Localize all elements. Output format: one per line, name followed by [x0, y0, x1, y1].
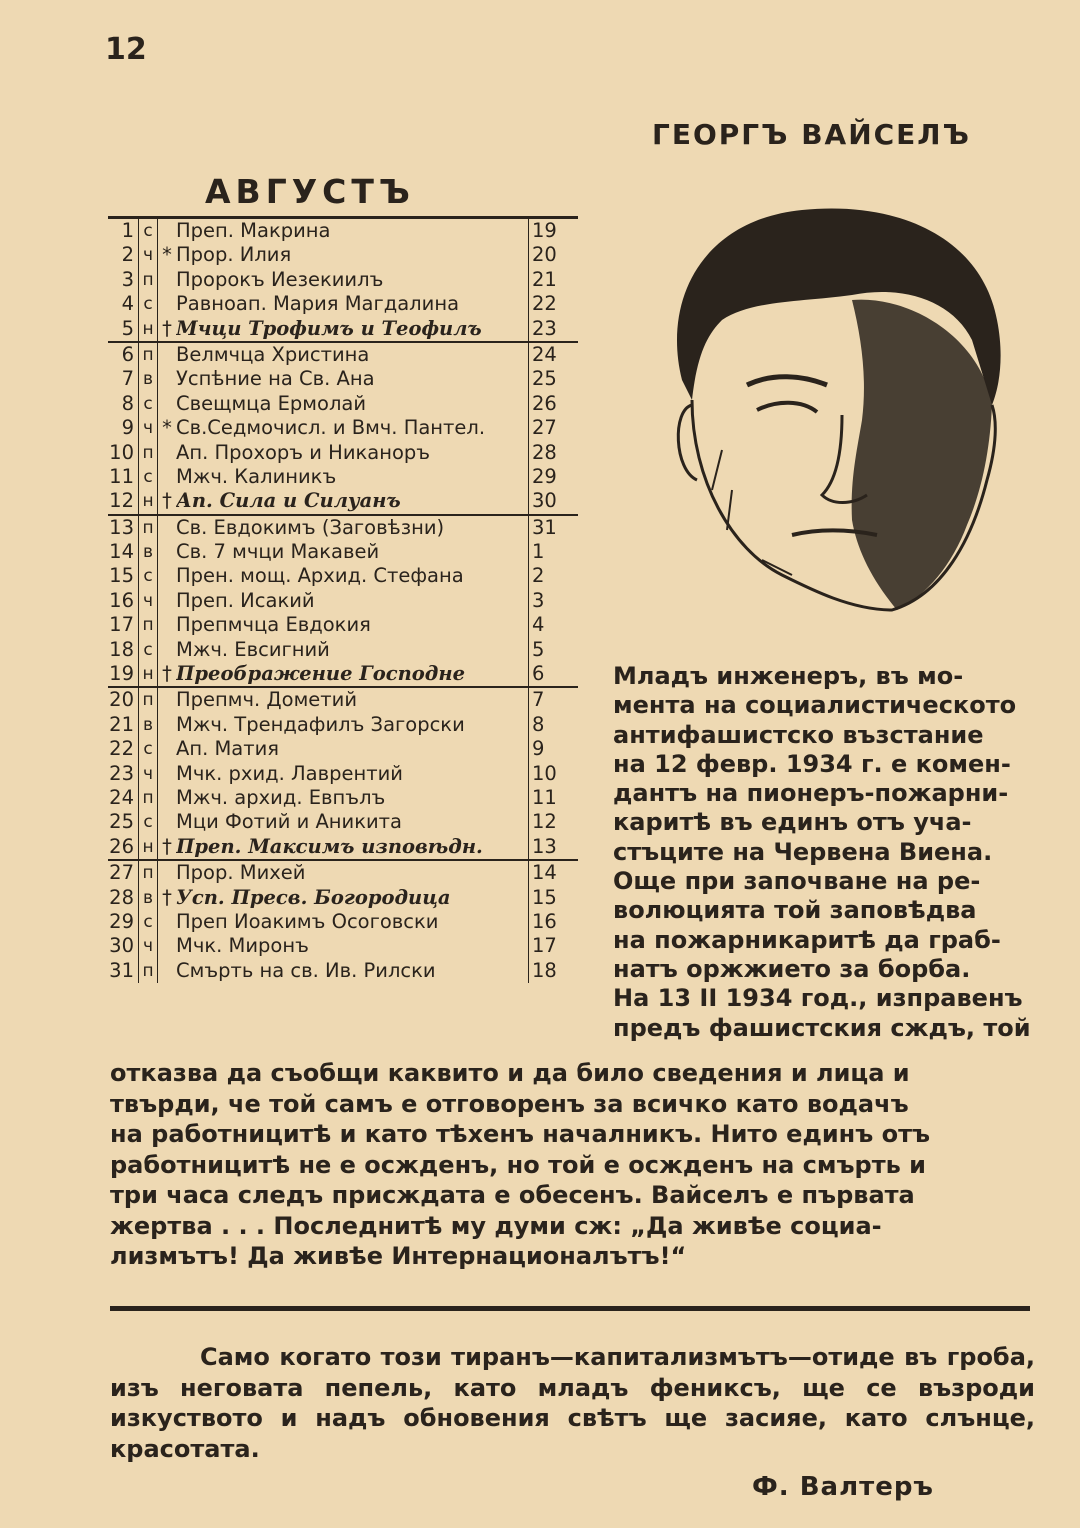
calendar-mark	[158, 861, 176, 885]
calendar-mark	[158, 540, 176, 564]
calendar-day: 5	[108, 317, 139, 341]
text-line: на работницитѣ и като тѣхенъ началникъ. Нито единъ отъ	[110, 1120, 931, 1148]
calendar-mark	[158, 219, 176, 243]
calendar-weekday: ч	[139, 934, 158, 958]
calendar-day: 13	[108, 516, 139, 540]
text-line: отказва да съобщи каквито и да било сведения и лица и	[110, 1059, 910, 1087]
calendar-saint-name: Преп. Исакий	[176, 588, 315, 612]
calendar-row	[108, 613, 578, 637]
text-line: дантъ на пионеръ-пожарни-	[613, 779, 1009, 808]
text-line: лизмътъ! Да живѣе Интернационалътъ!“	[110, 1242, 687, 1270]
calendar-mark	[158, 910, 176, 934]
calendar-weekday: ч	[139, 243, 158, 267]
calendar-old-style-day: 21	[528, 268, 562, 292]
calendar-mark	[158, 613, 176, 637]
calendar-saint-name: Препмч. Дометий	[176, 688, 357, 712]
calendar-day: 24	[108, 786, 139, 810]
calendar-saint-name: Усп. Пресв. Богородица	[176, 885, 451, 909]
calendar-mark	[158, 343, 176, 367]
calendar-saint-name: Прор. Михей	[176, 861, 306, 885]
calendar-old-style-day: 28	[528, 441, 562, 465]
text-line: твърди, че той самъ е отговоренъ за всичко като водачъ	[110, 1089, 909, 1118]
calendar-day: 30	[108, 934, 139, 958]
calendar-old-style-day: 31	[528, 516, 562, 540]
calendar-saint-name: Преп. Макрина	[176, 219, 331, 242]
calendar-row	[108, 589, 578, 613]
calendar-weekday: с	[139, 564, 158, 588]
calendar-saint-name: Мжч. Евсигний	[176, 637, 330, 661]
calendar-row	[108, 317, 578, 341]
calendar-weekday: с	[139, 392, 158, 416]
calendar-saint-name: Прен. мощ. Архид. Стефана	[176, 564, 464, 588]
calendar-old-style-day: 14	[528, 861, 562, 885]
calendar-saint-name: Св. 7 мчци Макавей	[176, 540, 380, 564]
calendar-old-style-day: 18	[528, 959, 562, 983]
calendar-mark	[158, 762, 176, 786]
calendar-weekday: ч	[139, 416, 158, 440]
calendar-saint-name: Св. Евдокимъ (Заговѣзни)	[176, 515, 445, 539]
calendar-mark	[158, 516, 176, 540]
calendar-row	[108, 810, 578, 834]
calendar-saint-name: Мжч. архид. Евпълъ	[176, 785, 386, 809]
text-line: стъците на Червена Виена.	[613, 837, 993, 866]
calendar-weekday: с	[139, 810, 158, 834]
calendar-weekday: п	[139, 786, 158, 810]
calendar-old-style-day: 2	[528, 564, 562, 588]
calendar-saint-name: Препмчца Евдокия	[176, 613, 371, 637]
calendar-row	[108, 392, 578, 416]
calendar-day: 26	[108, 835, 139, 859]
calendar-day: 16	[108, 589, 139, 613]
calendar-day: 28	[108, 886, 139, 910]
calendar-day: 8	[108, 392, 139, 416]
calendar-weekday: в	[139, 886, 158, 910]
text-line: натъ оржжието за борба.	[613, 954, 971, 983]
calendar-mark: †	[162, 885, 172, 909]
calendar-day: 7	[108, 367, 139, 391]
calendar-week	[108, 341, 578, 514]
text-line: жертва . . . Последнитѣ му думи сж: „Да живѣе социа-	[110, 1211, 882, 1240]
calendar-old-style-day: 1	[528, 540, 562, 564]
calendar-saint-name: Мжч. Калиникъ	[176, 464, 337, 488]
calendar-day: 15	[108, 564, 139, 588]
calendar-old-style-day: 19	[528, 219, 562, 243]
calendar-row	[108, 367, 578, 391]
calendar-day: 12	[108, 489, 139, 513]
calendar-weekday: н	[139, 489, 158, 513]
calendar-old-style-day: 29	[528, 465, 562, 489]
calendar-row	[108, 688, 578, 712]
calendar-old-style-day: 22	[528, 292, 562, 316]
calendar-weekday: с	[139, 910, 158, 934]
portrait-drawing	[652, 190, 1008, 620]
calendar-saint-name: Ап. Матия	[176, 737, 280, 761]
calendar-old-style-day: 13	[528, 835, 562, 859]
calendar-row	[108, 268, 578, 292]
calendar-mark: †	[162, 489, 172, 513]
calendar-day: 29	[108, 910, 139, 934]
calendar-old-style-day: 7	[528, 688, 562, 712]
calendar-old-style-day: 30	[528, 489, 562, 513]
calendar-row	[108, 861, 578, 885]
calendar-weekday: п	[139, 441, 158, 465]
calendar-old-style-day: 6	[528, 662, 562, 686]
text-line: на пожарникаритѣ да граб-	[613, 925, 1001, 954]
calendar-old-style-day: 3	[528, 589, 562, 613]
calendar-day: 25	[108, 810, 139, 834]
calendar-saint-name: Пророкъ Иезекиилъ	[176, 267, 384, 291]
calendar-mark	[158, 441, 176, 465]
calendar-weekday: с	[139, 737, 158, 761]
calendar-mark	[158, 713, 176, 737]
calendar-day: 23	[108, 762, 139, 786]
face-shadow	[852, 300, 992, 610]
calendar-saint-name: Смърть на св. Ив. Рилски	[176, 958, 436, 982]
calendar-saint-name: Св.Седмочисл. и Вмч. Пантел.	[176, 416, 486, 440]
calendar-saint-name: Преп. Максимъ изповѣдн.	[176, 834, 483, 858]
calendar-table	[108, 216, 578, 983]
calendar-row	[108, 441, 578, 465]
calendar-row	[108, 638, 578, 662]
calendar-row	[108, 886, 578, 910]
calendar-old-style-day: 15	[528, 886, 562, 910]
calendar-mark	[158, 268, 176, 292]
calendar-mark	[158, 589, 176, 613]
calendar-saint-name: Мчци Трофимъ и Теофилъ	[176, 316, 482, 340]
calendar-weekday: п	[139, 268, 158, 292]
biography-text-right	[613, 662, 1035, 1043]
calendar-day: 2	[108, 243, 139, 267]
calendar-old-style-day: 25	[528, 367, 562, 391]
calendar-old-style-day: 24	[528, 343, 562, 367]
calendar-day: 22	[108, 737, 139, 761]
calendar-weekday: п	[139, 861, 158, 885]
calendar-row	[108, 540, 578, 564]
calendar-row	[108, 516, 578, 540]
calendar-saint-name: Свещмца Ермолай	[176, 391, 367, 415]
calendar-weekday: п	[139, 613, 158, 637]
calendar-mark: †	[162, 834, 172, 858]
calendar-mark	[158, 564, 176, 588]
calendar-mark	[158, 959, 176, 983]
section-divider	[110, 1306, 1030, 1311]
calendar-mark: †	[162, 662, 172, 686]
calendar-row	[108, 465, 578, 489]
calendar-row	[108, 292, 578, 316]
text-line: мента на социалистическото	[613, 691, 1017, 720]
calendar-mark	[158, 737, 176, 761]
calendar-saint-name: Преп Иоакимъ Осоговски	[176, 909, 439, 933]
calendar-weekday: н	[139, 317, 158, 341]
calendar-row	[108, 713, 578, 737]
calendar-row	[108, 662, 578, 686]
calendar-day: 31	[108, 959, 139, 983]
calendar-day: 18	[108, 638, 139, 662]
calendar-old-style-day: 8	[528, 713, 562, 737]
calendar-row	[108, 762, 578, 786]
calendar-mark	[158, 786, 176, 810]
cheek-lines	[712, 450, 792, 575]
calendar-saint-name: Успѣние на Св. Ана	[176, 367, 375, 391]
calendar-weekday: н	[139, 835, 158, 859]
calendar-old-style-day: 23	[528, 317, 562, 341]
calendar-mark	[158, 688, 176, 712]
calendar-old-style-day: 5	[528, 638, 562, 662]
biography-text-full	[110, 1058, 1035, 1272]
calendar-day: 21	[108, 713, 139, 737]
mouth	[792, 530, 877, 535]
calendar-old-style-day: 12	[528, 810, 562, 834]
calendar-weekday: с	[139, 219, 158, 243]
calendar-weekday: п	[139, 959, 158, 983]
calendar-weekday: в	[139, 713, 158, 737]
calendar-old-style-day: 11	[528, 786, 562, 810]
calendar-old-style-day: 26	[528, 392, 562, 416]
calendar-day: 6	[108, 343, 139, 367]
calendar-row	[108, 959, 578, 983]
calendar-saint-name: Мци Фотий и Аникита	[176, 810, 402, 834]
calendar-day: 19	[108, 662, 139, 686]
calendar-saint-name: Ап. Прохоръ и Никаноръ	[176, 440, 431, 464]
calendar-week	[108, 514, 578, 687]
calendar-title: АВГУСТЪ	[205, 172, 415, 211]
calendar-mark	[158, 638, 176, 662]
calendar-weekday: с	[139, 465, 158, 489]
calendar-saint-name: Равноап. Мария Магдалина	[176, 292, 460, 316]
calendar-row	[108, 343, 578, 367]
text-line: Младъ инженеръ, въ мо-	[613, 662, 964, 690]
calendar-day: 3	[108, 268, 139, 292]
calendar-row	[108, 786, 578, 810]
portrait-title: ГЕОРГЪ ВАЙСЕЛЪ	[652, 118, 971, 151]
text-line: работницитѣ не е осжденъ, но той е осжденъ на смърть и	[110, 1150, 926, 1179]
calendar-saint-name: Велмчца Христина	[176, 342, 370, 366]
calendar-mark	[158, 367, 176, 391]
calendar-week	[108, 859, 578, 983]
left-eye	[757, 403, 817, 412]
calendar-day: 14	[108, 540, 139, 564]
text-line: каритѣ въ единъ отъ уча-	[613, 808, 972, 837]
calendar-week	[108, 686, 578, 859]
calendar-day: 10	[108, 441, 139, 465]
calendar-weekday: п	[139, 516, 158, 540]
calendar-row	[108, 934, 578, 958]
calendar-mark	[158, 292, 176, 316]
calendar-day: 4	[108, 292, 139, 316]
calendar-row	[108, 243, 578, 267]
calendar-weekday: с	[139, 292, 158, 316]
calendar-row	[108, 416, 578, 440]
calendar-week	[108, 216, 578, 341]
calendar-row	[108, 910, 578, 934]
calendar-row	[108, 219, 578, 243]
left-eyebrow	[747, 377, 827, 385]
calendar-weekday: в	[139, 540, 158, 564]
calendar-weekday: н	[139, 662, 158, 686]
calendar-old-style-day: 10	[528, 762, 562, 786]
calendar-mark: †	[162, 316, 172, 340]
text-line: На 13 II 1934 год., изправенъ	[613, 984, 1023, 1013]
calendar-day: 11	[108, 465, 139, 489]
calendar-row	[108, 835, 578, 859]
calendar-row	[108, 737, 578, 761]
calendar-old-style-day: 4	[528, 613, 562, 637]
calendar-saint-name: Преображение Господне	[176, 662, 465, 686]
text-line: на 12 февр. 1934 г. е комен-	[613, 749, 1011, 778]
calendar-weekday: ч	[139, 589, 158, 613]
calendar-old-style-day: 16	[528, 910, 562, 934]
calendar-day: 1	[108, 219, 139, 243]
text-line: предъ фашистския сждъ, той	[613, 1013, 1031, 1042]
calendar-day: 9	[108, 416, 139, 440]
text-line: антифашистско възстание	[613, 720, 984, 749]
calendar-weekday: с	[139, 638, 158, 662]
calendar-day: 17	[108, 613, 139, 637]
text-line: Още при започване на ре-	[613, 867, 981, 896]
calendar-saint-name: Прор. Илия	[176, 243, 292, 267]
calendar-mark	[158, 934, 176, 958]
calendar-day: 27	[108, 861, 139, 885]
quote-text: Само когато този тиранъ—капитализмътъ—отиде въ гроба, изъ неговата пепель, като младъ фениксъ, ще се възроди изкуството и надъ обновения свѣтъ ще засияе, като слънце, красотата.	[110, 1343, 1035, 1463]
calendar-row	[108, 564, 578, 588]
calendar-day: 20	[108, 688, 139, 712]
calendar-old-style-day: 20	[528, 243, 562, 267]
text-line: волюцията той заповѣдва	[613, 896, 977, 925]
calendar-mark	[158, 392, 176, 416]
page-number: 12	[105, 32, 147, 67]
calendar-mark: *	[162, 243, 172, 267]
calendar-weekday: п	[139, 343, 158, 367]
calendar-mark	[158, 810, 176, 834]
text-line: три часа следъ присждата е обесенъ. Вайселъ е първата	[110, 1181, 915, 1209]
calendar-weekday: в	[139, 367, 158, 391]
calendar-old-style-day: 9	[528, 737, 562, 761]
calendar-weekday: ч	[139, 762, 158, 786]
calendar-mark	[158, 465, 176, 489]
calendar-saint-name: Ап. Сила и Силуанъ	[176, 489, 401, 513]
quote-author: Ф. Валтеръ	[752, 1472, 934, 1502]
calendar-row	[108, 489, 578, 513]
calendar-weekday: п	[139, 688, 158, 712]
calendar-old-style-day: 27	[528, 416, 562, 440]
calendar-saint-name: Мчк. Миронъ	[176, 934, 309, 958]
calendar-old-style-day: 17	[528, 934, 562, 958]
calendar-saint-name: Мчк. рхид. Лаврентий	[176, 761, 403, 785]
calendar-mark: *	[162, 416, 172, 440]
calendar-saint-name: Мжч. Трендафилъ Загорски	[176, 712, 465, 736]
